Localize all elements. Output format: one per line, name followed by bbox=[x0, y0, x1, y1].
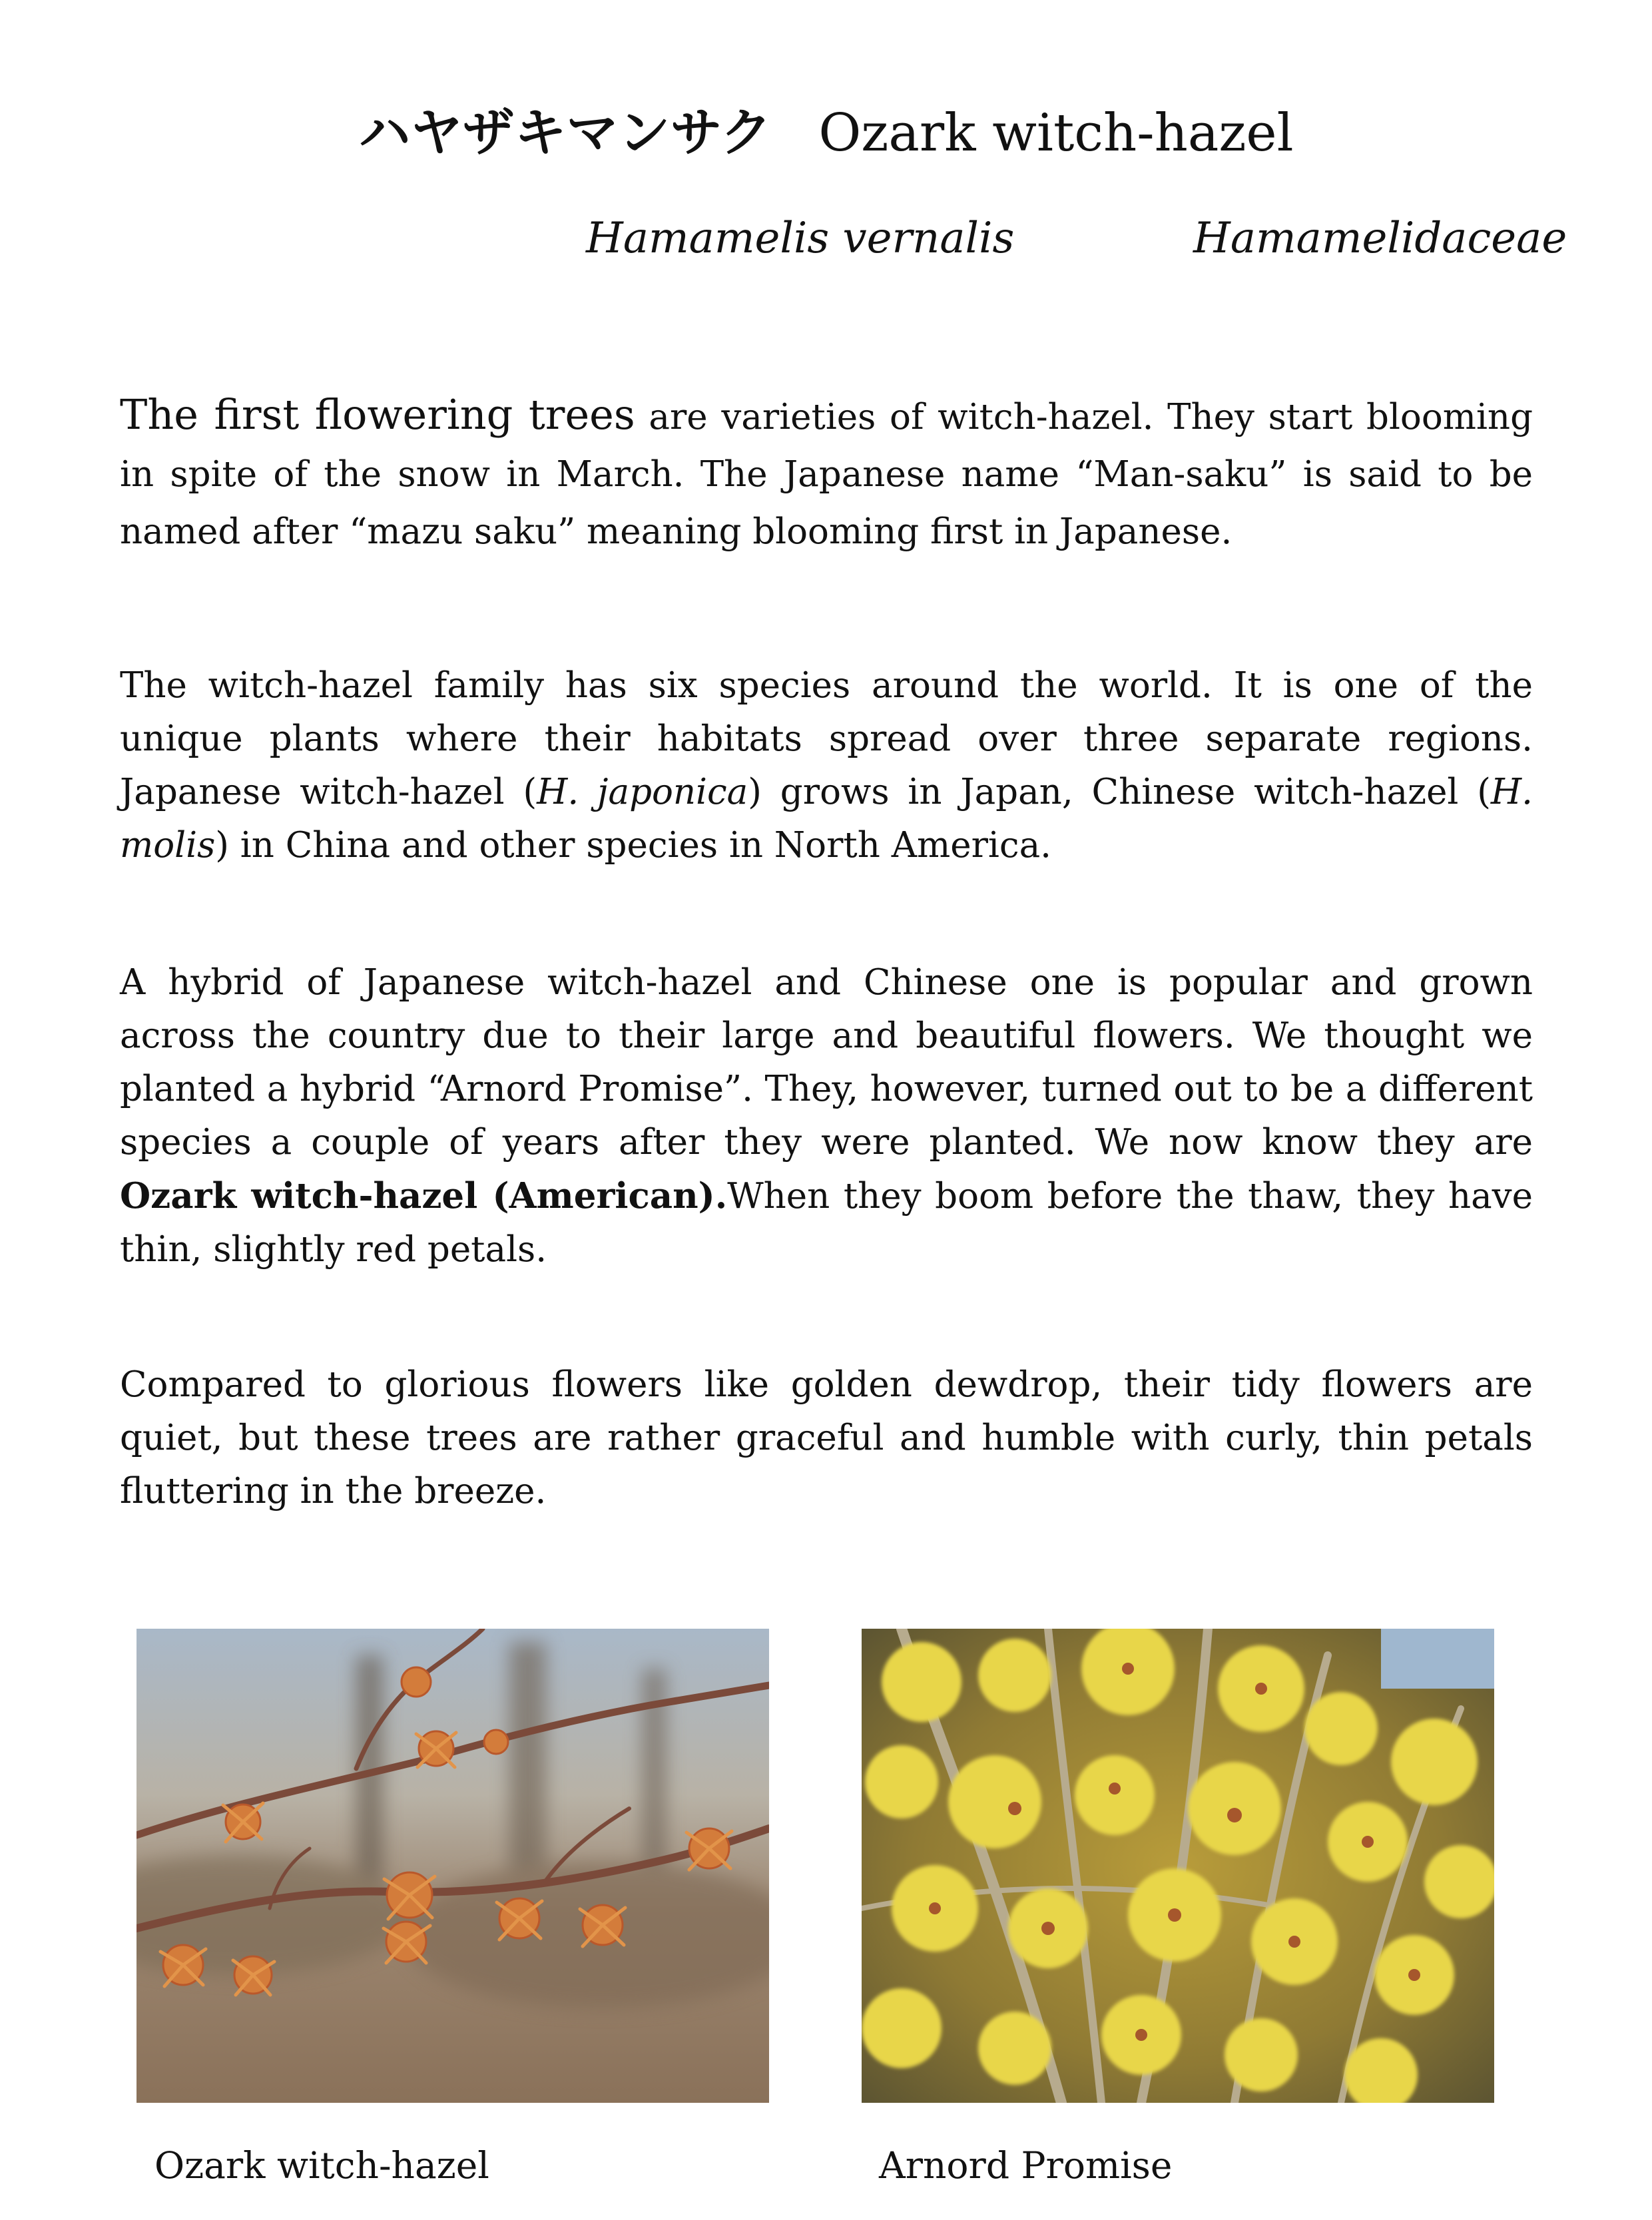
caption-ozark: Ozark witch-hazel bbox=[154, 2144, 489, 2187]
family-text-c: ) in China and other species in North America. bbox=[215, 825, 1052, 866]
ozark-bold: Ozark witch-hazel (American). bbox=[120, 1175, 728, 1217]
species-molis: H. molis bbox=[120, 772, 1533, 866]
paragraph-hybrid bbox=[120, 956, 1533, 1276]
photo-arnord-promise bbox=[862, 1629, 1494, 2103]
paragraph-family bbox=[120, 659, 1533, 872]
family-text-a: The witch-hazel family has six species around the world. It is one of the unique plants where their habitats spread over three separate regions. Japanese witch-hazel ( bbox=[120, 665, 1533, 812]
page-title bbox=[0, 100, 1652, 166]
title-japanese: ハヤザキマンサク bbox=[358, 103, 772, 163]
caption-arnord: Arnord Promise bbox=[879, 2144, 1173, 2187]
species-japonica: H. japonica bbox=[537, 772, 748, 812]
scientific-name: Hamamelis vernalis bbox=[586, 214, 1015, 263]
hybrid-text-a: A hybrid of Japanese witch-hazel and Chinese one is popular and grown across the country due to their large and beautiful flowers. We thought we planted a hybrid “Arnord Promise”. They, however, turned out to be a different species a couple of years after they were planted. We now know they are bbox=[120, 962, 1533, 1163]
intro-lead: The first flowering trees bbox=[120, 390, 635, 439]
family-text-b: ) grows in Japan, Chinese witch-hazel ( bbox=[748, 772, 1491, 812]
title-english: Ozark witch-hazel bbox=[818, 103, 1294, 163]
family-name: Hamamelidaceae bbox=[1193, 214, 1567, 263]
compare-text: Compared to glorious flowers like golden dewdrop, their tidy flowers are quiet, but these trees are rather graceful and humble with curly, thin petals fluttering in the breeze. bbox=[120, 1364, 1533, 1512]
intro-text: are varieties of witch-hazel. They start blooming in spite of the snow in March. The Japanese name “Man-saku” is said to be named after “mazu saku” meaning blooming first in Japanese. bbox=[120, 397, 1533, 552]
hybrid-text-b: When they boom before the thaw, they have thin, slightly red petals. bbox=[120, 1176, 1533, 1270]
paragraph-intro bbox=[120, 386, 1533, 561]
photo-ozark-witch-hazel bbox=[137, 1629, 769, 2103]
paragraph-compare bbox=[120, 1358, 1533, 1518]
